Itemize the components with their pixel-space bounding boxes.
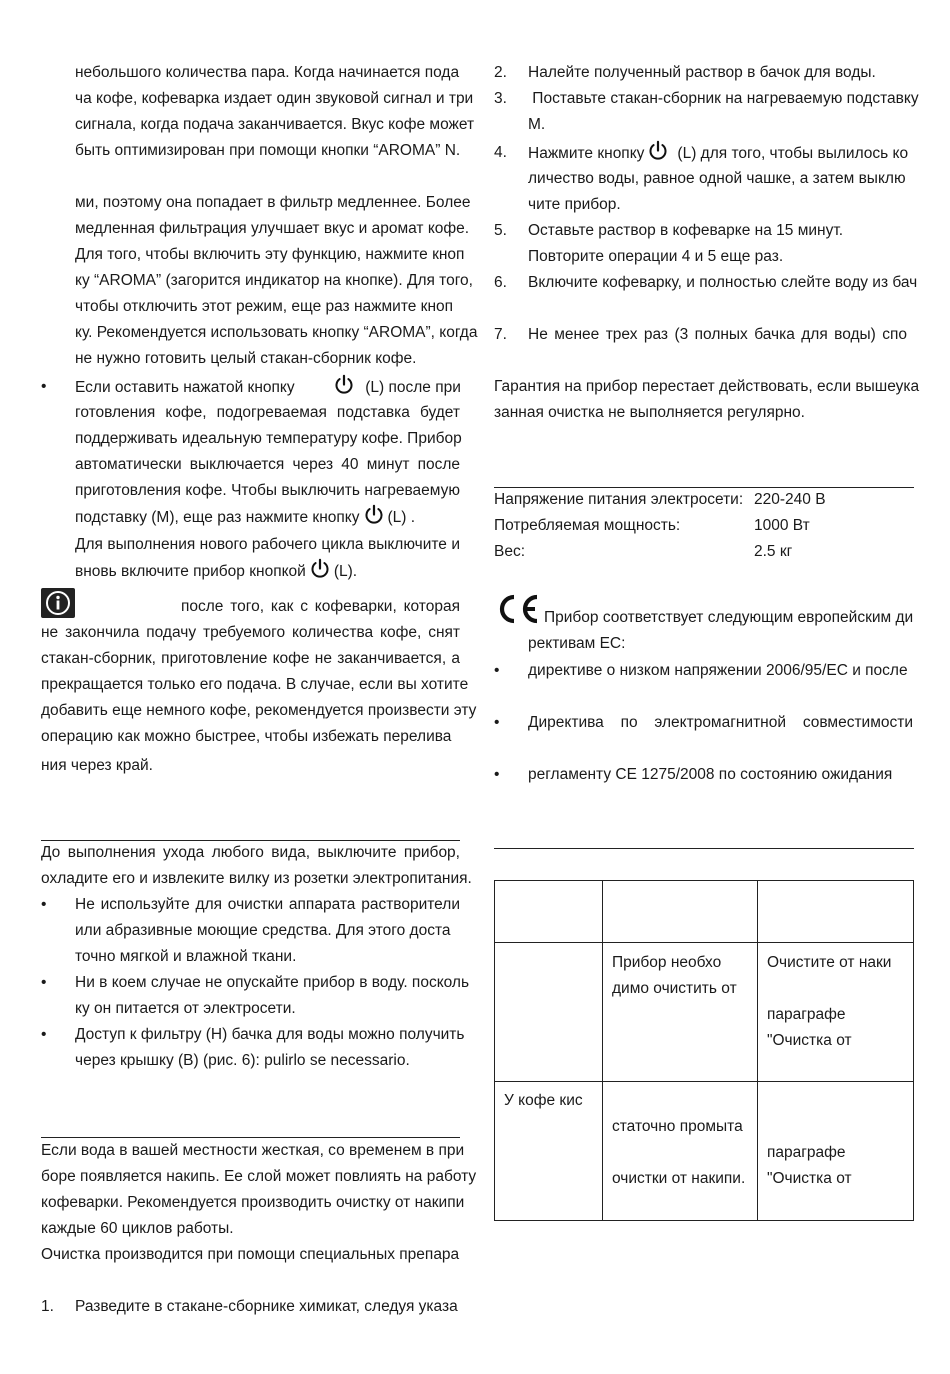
note-line: добавить еще немного кофе, рекомендуется произвести эту bbox=[41, 702, 477, 719]
text-line: рективам ЕС: bbox=[528, 635, 626, 652]
table-cell: Очистите от наки bbox=[767, 954, 892, 971]
text-line: Налейте полученный раствор в бачок для воды. bbox=[528, 64, 876, 81]
text-span: подставку (M), еще раз нажмите кнопку bbox=[75, 509, 360, 526]
text-span: (L) после при bbox=[365, 379, 461, 396]
step-number: 6. bbox=[494, 274, 507, 291]
text-line: регламенту CE 1275/2008 по состоянию ожидания bbox=[528, 766, 893, 783]
text-line: Разведите в стакане-сборнике химикат, следуя указа bbox=[75, 1298, 458, 1315]
text-line: Если вода в вашей местности жесткая, со временем в при bbox=[41, 1142, 465, 1159]
step-number: 1. bbox=[41, 1298, 54, 1315]
bullet: • bbox=[494, 714, 500, 731]
text-line: чтобы отключить этот режим, еще раз нажмите кноп bbox=[75, 298, 454, 315]
text-line: небольшого количества пара. Когда начинается пода bbox=[75, 64, 460, 81]
text-line: директиве о низком напряжении 2006/95/EC и после bbox=[528, 662, 908, 679]
step-number: 5. bbox=[494, 222, 507, 239]
bullet: • bbox=[41, 1026, 47, 1043]
text-line bbox=[75, 504, 460, 531]
table-cell: "Очистка от bbox=[767, 1170, 852, 1187]
text-line: Для того, чтобы включить эту функцию, нажмите кноп bbox=[75, 246, 465, 263]
text-line: не нужно готовить целый стакан-сборник кофе. bbox=[75, 350, 417, 367]
table-divider bbox=[757, 881, 758, 1220]
spec-label: Напряжение питания электросети: bbox=[494, 491, 744, 508]
text-line: Не используйте для очистки аппарата растворители bbox=[75, 896, 460, 913]
ce-mark bbox=[494, 592, 542, 626]
text-line: Очистка производится при помощи специальных препара bbox=[41, 1246, 460, 1263]
spec-label: Вес: bbox=[494, 543, 526, 560]
table-divider bbox=[495, 942, 913, 943]
text-line: Гарантия на прибор перестает действовать, если вышеука bbox=[494, 378, 920, 395]
text-line: через крышку (B) (рис. 6): pulirlo se necessario. bbox=[75, 1052, 410, 1069]
table-cell: статочно промыта bbox=[612, 1118, 743, 1135]
text-span: (L) . bbox=[387, 509, 416, 526]
text-line bbox=[75, 374, 460, 401]
text-line: ча кофе, кофеварка издает один звуковой сигнал и три bbox=[75, 90, 474, 107]
text-line: боре появляется накипь. Ее слой может повлиять на работу bbox=[41, 1168, 477, 1185]
text-line: ку. Рекомендуется использовать кнопку “AROMA”, когда bbox=[75, 324, 478, 341]
text-line: Не менее трех раз (3 полных бачка для воды) спо bbox=[528, 326, 907, 343]
bullet: • bbox=[41, 378, 47, 395]
text-line: кофеварки. Рекомендуется производить очистку от накипи bbox=[41, 1194, 465, 1211]
power-icon bbox=[363, 504, 385, 526]
text-line bbox=[75, 558, 460, 585]
table-cell: очистки от накипи. bbox=[612, 1170, 746, 1187]
text-line: приготовления кофе. Чтобы выключить нагреваемую bbox=[75, 482, 460, 499]
table-cell: параграфе bbox=[767, 1144, 846, 1161]
text-line: ку он питается от электросети. bbox=[75, 1000, 296, 1017]
text-line: До выполнения ухода любого вида, выключите прибор, bbox=[41, 844, 460, 861]
table-cell: параграфе bbox=[767, 1006, 846, 1023]
text-line: ми, поэтому она попадает в фильтр медленнее. Более bbox=[75, 194, 471, 211]
text-line: Включите кофеварку, и полностью слейте воду из бач bbox=[528, 274, 918, 291]
text-line: Директива по электромагнитной совместимости bbox=[528, 714, 913, 731]
info-icon bbox=[41, 588, 75, 618]
text-line: автоматически выключается через 40 минут после bbox=[75, 456, 460, 473]
bullet: • bbox=[41, 896, 47, 913]
text-line: медленная фильтрация улучшает вкус и аромат кофе. bbox=[75, 220, 470, 237]
table-cell: димо очистить от bbox=[612, 980, 737, 997]
power-icon bbox=[647, 140, 669, 162]
text-span: Нажмите кнопку bbox=[528, 145, 645, 162]
power-icon bbox=[333, 374, 355, 396]
step-number: 3. bbox=[494, 90, 507, 107]
table-divider bbox=[495, 1081, 913, 1082]
text-line: занная очистка не выполняется регулярно. bbox=[494, 404, 805, 421]
text-line: или абразивные моющие средства. Для этого доста bbox=[75, 922, 451, 939]
step-number: 2. bbox=[494, 64, 507, 81]
spec-value: 220-240 В bbox=[754, 491, 826, 508]
text-line: охладите его и извлеките вилку из розетки электропитания. bbox=[41, 870, 472, 887]
text-line: чите прибор. bbox=[528, 196, 621, 213]
table-cell: "Очистка от bbox=[767, 1032, 852, 1049]
note-line: после того, как с кофеварки, которая bbox=[181, 598, 460, 615]
text-line: точно мягкой и влажной ткани. bbox=[75, 948, 297, 965]
table-cell: Прибор необхо bbox=[612, 954, 722, 971]
text-line: поддерживать идеальную температуру кофе. Прибор bbox=[75, 430, 462, 447]
text-span: (L). bbox=[333, 563, 358, 580]
step-number: 4. bbox=[494, 144, 507, 161]
text-span: вновь включите прибор кнопкой bbox=[75, 563, 306, 580]
text-line: Прибор соответствует следующим европейским ди bbox=[544, 609, 914, 626]
spec-value: 1000 Вт bbox=[754, 517, 810, 534]
note-line: операцию как можно быстрее, чтобы избежать перелива bbox=[41, 728, 452, 745]
troubleshooting-table bbox=[494, 880, 914, 1221]
note-line: ния через край. bbox=[41, 757, 153, 774]
text-line: Для выполнения нового рабочего цикла выключите и bbox=[75, 536, 460, 553]
bullet: • bbox=[494, 766, 500, 783]
text-line: Оставьте раствор в кофеварке на 15 минут. bbox=[528, 222, 844, 239]
text-line: ку “AROMA” (загорится индикатор на кнопке). Для того, bbox=[75, 272, 473, 289]
step-number: 7. bbox=[494, 326, 507, 343]
section-rule bbox=[494, 848, 914, 849]
note-line: прекращается только его подача. В случае, если вы хотите bbox=[41, 676, 469, 693]
text-line: каждые 60 циклов работы. bbox=[41, 1220, 234, 1237]
note-line: стакан-сборник, приготовление кофе не заканчивается, а bbox=[41, 650, 460, 667]
text-line: Поставьте стакан-сборник на нагреваемую подставку bbox=[528, 90, 919, 107]
text-line: сигнала, когда подача заканчивается. Вкус кофе может bbox=[75, 116, 475, 133]
bullet: • bbox=[494, 662, 500, 679]
text-line: Доступ к фильтру (H) бачка для воды можно получить bbox=[75, 1026, 465, 1043]
text-line: Ни в коем случае не опускайте прибор в воду. посколь bbox=[75, 974, 470, 991]
text-line: Повторите операции 4 и 5 еще раз. bbox=[528, 248, 784, 265]
text-line: личество воды, равное одной чашке, а затем выклю bbox=[528, 170, 906, 187]
spec-value: 2.5 кг bbox=[754, 543, 793, 560]
note-line: не закончила подачу требуемого количества кофе, снят bbox=[41, 624, 460, 641]
table-cell: У кофе кис bbox=[504, 1092, 583, 1109]
spec-label: Потребляемая мощность: bbox=[494, 517, 681, 534]
text-line: M. bbox=[528, 116, 546, 133]
text-line: быть оптимизирован при помощи кнопки “AROMA” N. bbox=[75, 142, 461, 159]
table-divider bbox=[602, 881, 603, 1220]
text-span: Если оставить нажатой кнопку bbox=[75, 379, 295, 396]
power-icon bbox=[309, 558, 331, 580]
text-line: готовления кофе, подогреваемая подставка будет bbox=[75, 404, 460, 421]
bullet: • bbox=[41, 974, 47, 991]
text-span: (L) для того, чтобы вылилось ко bbox=[677, 145, 909, 162]
text-line bbox=[528, 140, 908, 167]
